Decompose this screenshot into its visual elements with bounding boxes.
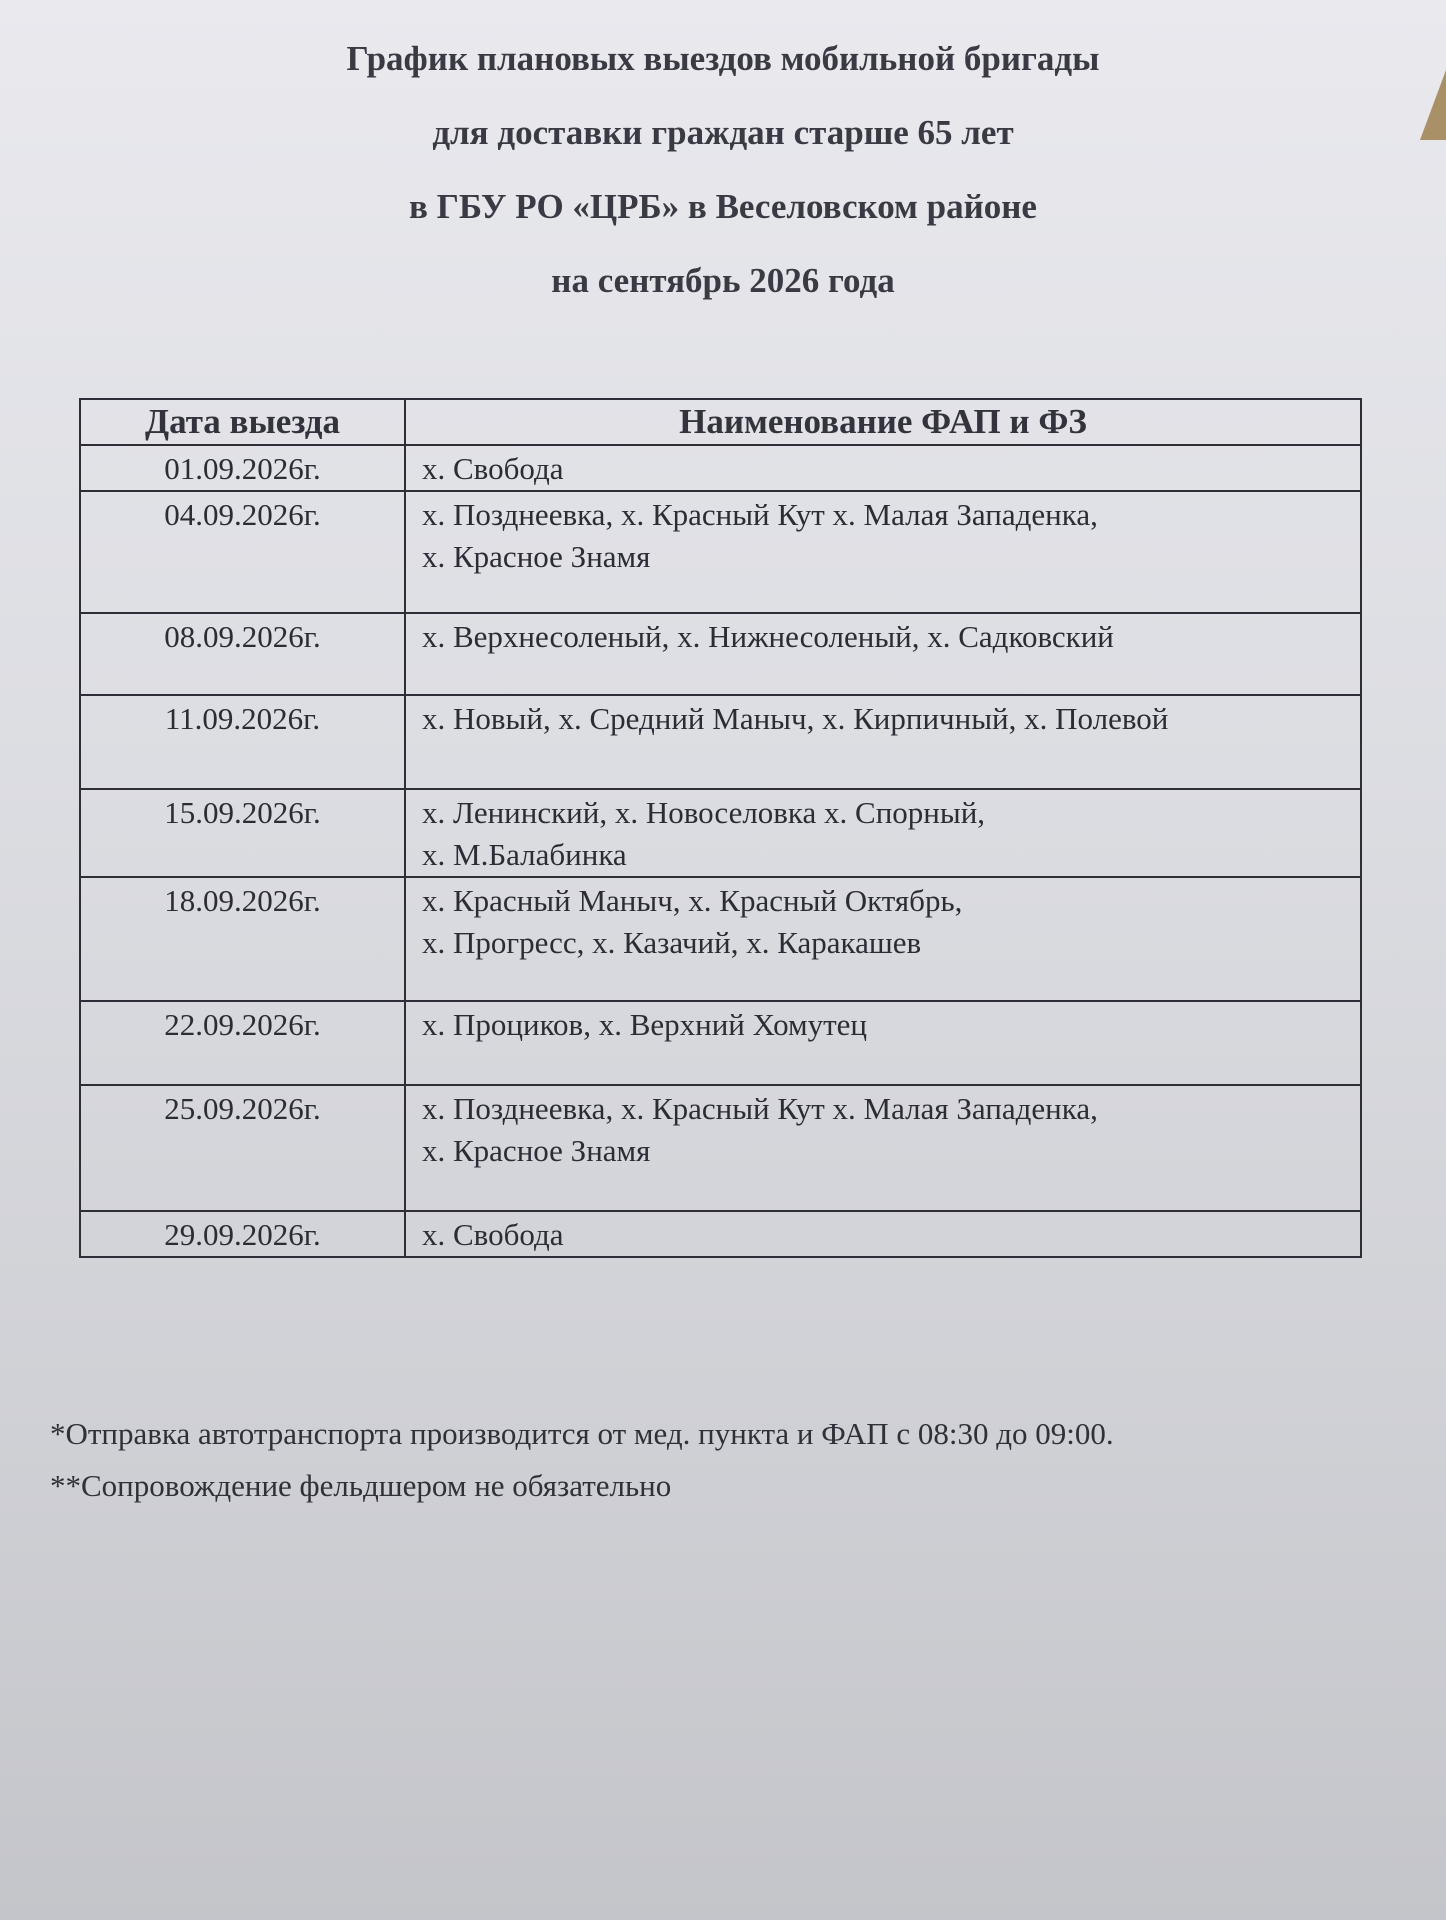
footnotes xyxy=(50,1408,1114,1512)
schedule-table xyxy=(79,398,1362,1258)
table-header-row xyxy=(80,399,1361,445)
row-date: 01.09.2026г. xyxy=(80,445,405,491)
table-row xyxy=(80,877,1361,1001)
row-date: 04.09.2026г. xyxy=(80,491,405,613)
places-line: х. Позднеевка, х. Красный Кут х. Малая Западенка, xyxy=(422,497,1098,532)
row-places xyxy=(405,695,1361,789)
places-line: х. Красное Знамя xyxy=(422,539,651,574)
table-row xyxy=(80,695,1361,789)
row-date: 22.09.2026г. xyxy=(80,1001,405,1085)
row-places xyxy=(405,1001,1361,1085)
row-date: 11.09.2026г. xyxy=(80,695,405,789)
places-line: х. Ленинский, х. Новоселовка х. Спорный, xyxy=(422,795,986,830)
row-places xyxy=(405,613,1361,695)
table-row xyxy=(80,445,1361,491)
row-places xyxy=(405,491,1361,613)
title-line-1: График плановых выездов мобильной бригады xyxy=(346,39,1100,78)
footnote-departure-time: *Отправка автотранспорта производится от мед. пункта и ФАП с 08:30 до 09:00. xyxy=(50,1416,1114,1451)
title-line-3: в ГБУ РО «ЦРБ» в Веселовском районе xyxy=(409,187,1037,226)
document-title xyxy=(0,22,1446,318)
table-row xyxy=(80,613,1361,695)
row-date: 25.09.2026г. xyxy=(80,1085,405,1211)
row-date: 29.09.2026г. xyxy=(80,1211,405,1257)
row-places xyxy=(405,789,1361,877)
row-date: 15.09.2026г. xyxy=(80,789,405,877)
places-line: х. Красный Маныч, х. Красный Октябрь, xyxy=(422,883,963,918)
row-places xyxy=(405,1085,1361,1211)
row-date: 18.09.2026г. xyxy=(80,877,405,1001)
table-row xyxy=(80,1001,1361,1085)
title-line-2: для доставки граждан старше 65 лет xyxy=(432,113,1014,152)
places-line: х. Свобода xyxy=(422,1217,564,1252)
header-date: Дата выезда xyxy=(80,399,405,445)
row-date: 08.09.2026г. xyxy=(80,613,405,695)
footnote-paramedic: **Сопровождение фельдшером не обязательно xyxy=(50,1468,672,1503)
row-places xyxy=(405,445,1361,491)
places-line: х. Верхнесоленый, х. Нижнесоленый, х. Садковский xyxy=(422,619,1114,654)
row-places xyxy=(405,877,1361,1001)
table-row xyxy=(80,491,1361,613)
places-line: х. Прогресс, х. Казачий, х. Каракашев xyxy=(422,925,922,960)
table-row xyxy=(80,1085,1361,1211)
places-line: х. М.Балабинка xyxy=(422,837,627,872)
places-line: х. Свобода xyxy=(422,451,564,486)
places-line: х. Красное Знамя xyxy=(422,1133,651,1168)
places-line: х. Позднеевка, х. Красный Кут х. Малая Западенка, xyxy=(422,1091,1098,1126)
places-line: х. Новый, х. Средний Маныч, х. Кирпичный, х. Полевой xyxy=(422,701,1169,736)
header-places: Наименование ФАП и ФЗ xyxy=(405,399,1361,445)
row-places xyxy=(405,1211,1361,1257)
title-line-4: на сентябрь 2026 года xyxy=(551,261,895,300)
table-row xyxy=(80,1211,1361,1257)
places-line: х. Проциков, х. Верхний Хомутец xyxy=(422,1007,868,1042)
table-row xyxy=(80,789,1361,877)
